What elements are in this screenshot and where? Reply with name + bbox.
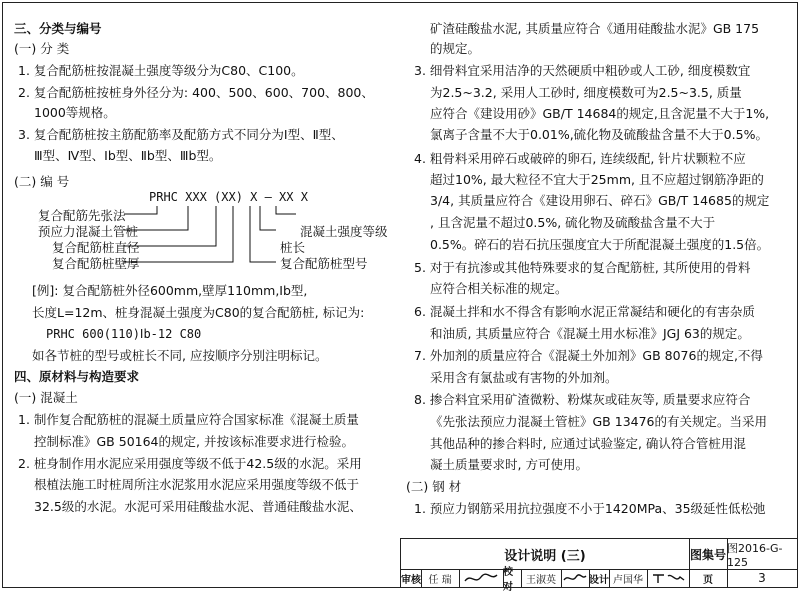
label-pretensioned: 复合配筋先张法 — [38, 208, 126, 223]
clause-r4: 4. 粗骨料采用碎石或破碎的卵石, 连续级配, 针片状颗粒不应 — [414, 151, 746, 166]
material-1-cont: 控制标准》GB 50164的规定, 并按该标准要求进行检验。 — [34, 434, 354, 449]
check-name: 王淑英 — [526, 574, 556, 586]
r-cont-b: 的规定。 — [430, 41, 481, 56]
atlas-number: 图2016-G-125 — [727, 541, 783, 569]
clause-s1: 1. 预应力钢筋采用抗拉强度不小于1420MPa、35级延性低松弛 — [414, 501, 766, 516]
example-line-1: [例]: 复合配筋桩外径600mm,壁厚110mm,Ⅰb型, — [32, 283, 308, 298]
review-name: 任 瑞 — [428, 574, 452, 586]
leader-r1 — [276, 206, 296, 214]
clause-r6-b: 和油质, 其质量应符合《混凝土用水标准》JGJ 63的规定。 — [430, 326, 750, 341]
leader-r3 — [250, 206, 276, 262]
subheading-numbering: (二) 编 号 — [14, 174, 70, 189]
design-label: 设计 — [589, 574, 609, 586]
page-label: 页 — [703, 574, 713, 586]
atlas-label: 图集号 — [689, 547, 726, 562]
label-diameter: 复合配筋桩直径 — [52, 240, 140, 255]
drawing-title: 设计说明 (三) — [504, 548, 586, 564]
clause-r8-d: 凝土质量要求时, 方可使用。 — [430, 457, 588, 472]
clause-r5: 5. 对于有抗渗或其他特殊要求的复合配筋桩, 其所使用的骨料 — [414, 260, 751, 275]
r-cont-a: 矿渣硅酸盐水泥, 其质量应符合《通用硅酸盐水泥》GB 175 — [430, 21, 760, 36]
clause-3-cont: Ⅲ型、Ⅳ型、Ⅰb型、Ⅱb型、Ⅲb型。 — [34, 148, 222, 163]
clause-3: 3. 复合配筋桩按主筋配筋率及配筋方式不同分为Ⅰ型、Ⅱ型、 — [18, 127, 344, 142]
check-label: 校对 — [503, 567, 513, 593]
clause-2-cont: 1000等规格。 — [34, 105, 116, 120]
review-label: 审核 — [401, 574, 421, 586]
leader-l1 — [124, 206, 157, 214]
clause-r8-c: 其他品种的掺合料时, 应通过试验鉴定, 确认符合管桩用混 — [430, 436, 746, 451]
design-signature — [647, 569, 689, 587]
clause-r3-c: 应符合《建设用砂》GB/T 14684的规定,且含泥量不大于1%, — [430, 106, 770, 121]
label-wall-thickness: 复合配筋桩壁厚 — [52, 256, 140, 271]
clause-1: 1. 复合配筋桩按混凝土强度等级分为C80、C100。 — [18, 63, 304, 78]
clause-r8: 8. 掺合料宜采用矿渣微粉、粉煤灰或硅灰等, 质量要求应符合 — [414, 392, 751, 407]
material-2-cont2: 32.5级的水泥。水泥可采用硅酸盐水泥、普通硅酸盐水泥、 — [34, 499, 362, 514]
material-1: 1. 制作复合配筋桩的混凝土质量应符合国家标准《混凝土质量 — [18, 412, 359, 427]
clause-r4-e: 0.5%。碎石的岩石抗压强度宜大于所配混凝土强度的1.5倍。 — [430, 237, 770, 252]
clause-r7: 7. 外加剂的质量应符合《混凝土外加剂》GB 8076的规定,不得 — [414, 348, 763, 363]
review-signature — [459, 569, 503, 587]
leader-r2 — [260, 206, 276, 230]
clause-r3-d: 氯离子含量不大于0.01%,硫化物及硫酸盐含量不大于0.5%。 — [430, 127, 768, 142]
clause-r3-b: 为2.5~3.2, 采用人工砂时, 细度模数可为2.5~3.5, 质量 — [430, 85, 742, 100]
code-format: PRHC XXX (XX) X — XX X — [149, 190, 308, 204]
check-signature — [561, 569, 589, 587]
subheading-steel: (二) 钢 材 — [406, 479, 462, 494]
material-2: 2. 桩身制作用水泥应采用强度等级不低于42.5级的水泥。采用 — [18, 456, 362, 471]
clause-r7-b: 采用含有氯盐或有害物的外加剂。 — [430, 370, 618, 385]
section-heading-4: 四、原材料与构造要求 — [14, 369, 140, 384]
example-code: PRHC 600(110)Ⅰb-12 C80 — [46, 327, 202, 341]
label-pile-length: 桩长 — [280, 240, 306, 255]
label-prestressed-pile: 预应力混凝土管桩 — [38, 224, 139, 239]
subheading-concrete: (一) 混凝土 — [14, 390, 78, 405]
section-heading-3: 三、分类与编号 — [14, 21, 102, 36]
label-pile-type: 复合配筋桩型号 — [280, 256, 368, 271]
clause-r8-b: 《先张法预应力混凝土管桩》GB 13476的有关规定。当采用 — [430, 414, 768, 429]
clause-r4-c: 3/4, 其质量应符合《建设用卵石、碎石》GB/T 14685的规定 — [430, 193, 770, 208]
clause-2: 2. 复合配筋桩按桩身外径分为: 400、500、600、700、800、 — [18, 85, 374, 100]
clause-r3: 3. 细骨料宜采用洁净的天然硬质中粗砂或人工砂, 细度模数宜 — [414, 63, 751, 78]
clause-r4-d: , 且含泥量不超过0.5%, 硫化物及硫酸盐含量不大于 — [430, 215, 716, 230]
label-concrete-grade: 混凝土强度等级 — [300, 224, 388, 239]
clause-r5-b: 应符合相关标准的规定。 — [430, 281, 568, 296]
clause-r4-b: 超过10%, 最大粒径不宜大于25mm, 且不应超过钢筋净距的 — [430, 172, 764, 187]
subheading-classification: (一) 分 类 — [14, 41, 70, 56]
title-block — [400, 538, 797, 593]
clause-r6: 6. 混凝土拌和水不得含有影响水泥正常凝结和硬化的有害杂质 — [414, 304, 755, 319]
example-line-2: 长度L=12m、桩身混凝土强度为C80的复合配筋桩, 标记为: — [32, 305, 365, 320]
example-note: 如各节桩的型号或桩长不同, 应按顺序分别注明标记。 — [32, 348, 328, 363]
material-2-cont: 根植法施工时桩周所注水泥浆用水泥应采用强度等级不低于 — [34, 477, 360, 492]
page-number: 3 — [758, 571, 766, 585]
design-name: 卢国华 — [613, 574, 643, 586]
